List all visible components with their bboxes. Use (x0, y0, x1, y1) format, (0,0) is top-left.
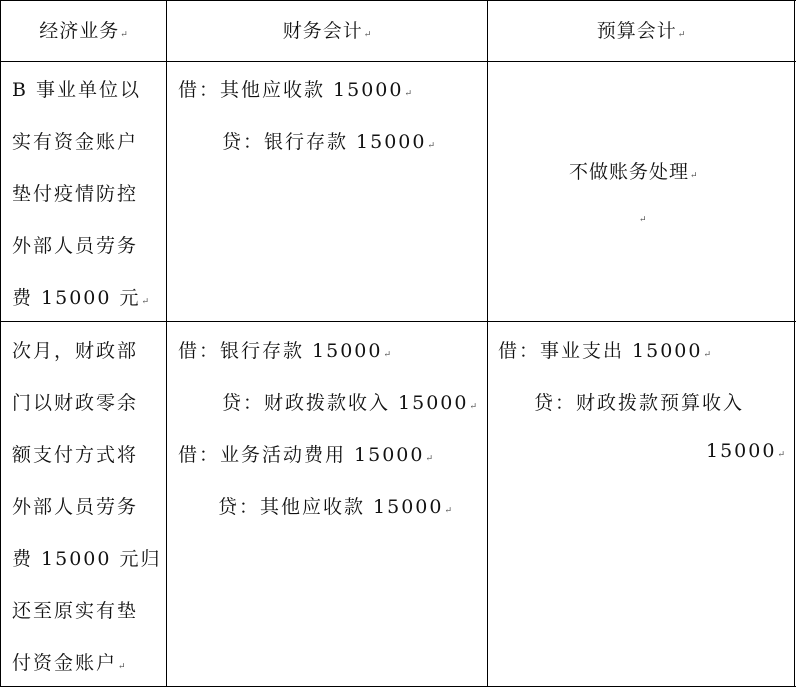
row1-business-line: 费 15000 元↵ (12, 287, 150, 309)
row2-financial-debit-2: 借：业务活动费用 15000↵ (178, 444, 434, 466)
row2-business-line: 付资金账户↵ (12, 652, 126, 674)
row1-business-line: B 事业单位以 (12, 79, 142, 101)
row2-business-line: 门以财政零余 (12, 392, 139, 414)
row1-financial-credit: 贷：银行存款 15000↵ (222, 131, 436, 153)
row1-business-line: 外部人员劳务 (12, 235, 139, 257)
header-budget: 预算会计↵ (596, 20, 686, 42)
row2-budget-credit: 贷：财政拨款预算收入 (534, 392, 745, 414)
table-border-left (0, 0, 1, 687)
table-border-right (794, 0, 795, 687)
row2-financial-debit-1: 借：银行存款 15000↵ (178, 340, 392, 362)
row1-financial-debit: 借：其他应收款 15000↵ (178, 79, 413, 101)
row2-business-line: 费 15000 元归 (12, 548, 162, 570)
row2-business-line: 额支付方式将 (12, 444, 139, 466)
row2-business-line: 次月，财政部 (12, 340, 139, 362)
header-business: 经济业务↵ (39, 20, 128, 42)
row2-financial-credit-1: 贷：财政拨款收入 15000↵ (222, 392, 478, 414)
column-divider-1 (166, 0, 167, 687)
row1-budget-note: 不做账务处理↵ (569, 161, 698, 183)
table-border-bottom (0, 686, 796, 687)
row-divider (0, 321, 796, 322)
row2-budget-credit-amount: 15000↵ (706, 440, 785, 462)
row1-business-line: 实有资金账户 (12, 131, 139, 153)
row2-financial-credit-2: 贷：其他应收款 15000↵ (218, 496, 453, 518)
column-divider-2 (487, 0, 488, 687)
header-financial: 财务会计↵ (282, 20, 372, 42)
row1-business-line: 垫付疫情防控 (12, 183, 139, 205)
row2-business-line: 还至原实有垫 (12, 600, 139, 622)
row1-budget-empty: ↵ (639, 215, 647, 225)
row2-business-line: 外部人员劳务 (12, 496, 139, 518)
row2-budget-debit: 借：事业支出 15000↵ (498, 340, 712, 362)
